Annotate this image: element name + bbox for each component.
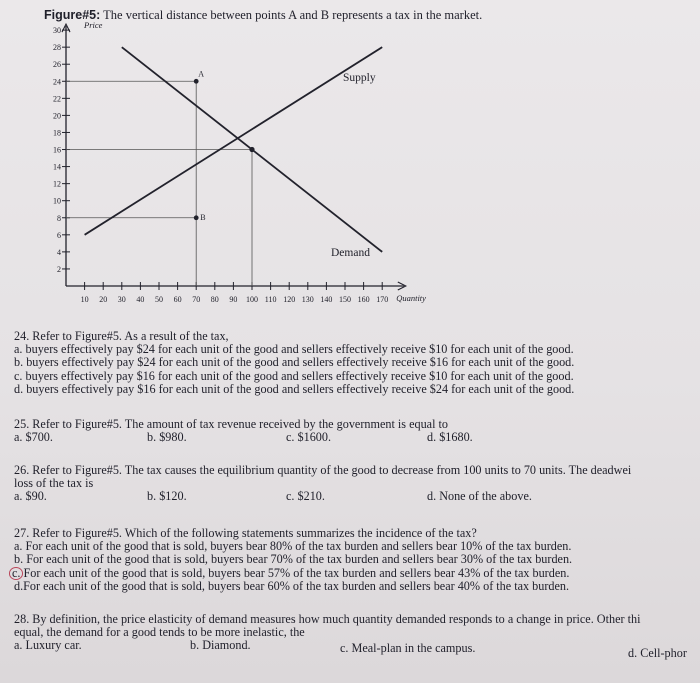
y-tick-label: 4	[57, 247, 61, 257]
option-d: d. None of the above.	[427, 489, 532, 504]
option-b: b. $120.	[147, 489, 187, 504]
option-d: d. Cell-phor	[628, 646, 687, 661]
x-tick-label: 10	[80, 295, 89, 304]
supply-demand-chart	[0, 0, 700, 315]
x-tick-label: 90	[229, 295, 238, 304]
option-b: b. $980.	[147, 430, 187, 445]
circled-answer-mark: c.	[9, 567, 23, 580]
scribbled-letter: d.	[14, 578, 24, 593]
supply-curve	[85, 47, 383, 235]
question-stem: 26. Refer to Figure#5. The tax causes the equilibrium quantity of the good to decrease from 100 units to 70 units. The deadwei	[14, 463, 632, 477]
option-d: d. buyers effectively pay $16 for each unit of the good and sellers effectively receive $24 for each unit of the good.	[14, 381, 575, 396]
y-tick-label: 6	[57, 230, 61, 240]
y-tick-label: 26	[53, 60, 61, 70]
question-stem: 27. Refer to Figure#5. Which of the following statements summarizes the incidence of the tax?	[14, 526, 477, 540]
question-24	[14, 330, 574, 396]
y-tick-label: 10	[53, 196, 61, 206]
point-a-label: A	[198, 69, 204, 79]
x-tick-label: 60	[173, 295, 182, 304]
question-25	[14, 417, 473, 445]
x-axis-label: Quantity	[396, 293, 426, 303]
question-stem: 28. By definition, the price elasticity of demand measures how much quantity demanded responds to a change in price. Other thi	[14, 612, 641, 626]
option-a: a. buyers effectively pay $24 for each unit of the good and sellers effectively receive $10 for each unit of the good.	[14, 342, 574, 357]
point-a	[194, 79, 199, 84]
question-28	[14, 612, 687, 661]
y-tick-label: 30	[53, 26, 61, 36]
x-tick-label: 50	[155, 295, 163, 304]
demand-label: Demand	[331, 247, 370, 259]
option-c-text: For each unit of the good that is sold, buyers bear 57% of the tax burden and sellers bear 43% of the tax burden.	[23, 565, 570, 580]
y-tick-label: 20	[53, 111, 61, 121]
option-b: b. Diamond.	[190, 638, 251, 653]
option-c: c. $1600.	[286, 430, 332, 445]
option-a: a. For each unit of the good that is sold, buyers bear 80% of the tax burden and sellers bear 10% of the tax burden.	[14, 539, 572, 554]
point-b-label: B	[200, 212, 206, 222]
x-tick-label: 30	[117, 295, 126, 304]
x-tick-label: 80	[210, 295, 219, 304]
option-c: c. $210.	[286, 489, 325, 504]
point-b	[194, 215, 199, 220]
x-tick-label: 110	[264, 295, 277, 304]
x-tick-label: 70	[192, 295, 201, 304]
x-tick-label: 40	[136, 295, 145, 304]
y-tick-label: 2	[57, 264, 61, 274]
option-b: b. For each unit of the good that is sold, buyers bear 70% of the tax burden and sellers bear 30% of the tax burden.	[14, 552, 573, 567]
y-tick-label: 18	[53, 128, 61, 138]
figure-caption: The vertical distance between points A and B represents a tax in the market.	[103, 8, 483, 22]
option-a: a. $700.	[14, 430, 53, 445]
x-tick-label: 140	[320, 295, 333, 304]
option-a: a. $90.	[14, 489, 47, 504]
x-tick-label: 170	[376, 295, 389, 304]
x-tick-label: 150	[339, 295, 351, 304]
question-27	[14, 527, 572, 593]
x-tick-label: 100	[246, 295, 258, 304]
option-d-text: For each unit of the good that is sold, buyers bear 60% of the tax burden and sellers bear 40% of the tax burden.	[23, 578, 570, 593]
question-26	[14, 464, 631, 504]
option-d	[14, 580, 572, 593]
supply-label: Supply	[343, 72, 376, 84]
figure-label: Figure#5:	[44, 8, 101, 22]
y-tick-label: 14	[53, 162, 61, 172]
x-tick-label: 20	[99, 295, 108, 304]
y-tick-label: 8	[57, 213, 61, 223]
option-c: c. buyers effectively pay $16 for each unit of the good and sellers effectively receive $10 for each unit of the good.	[14, 368, 574, 383]
option-d: d. $1680.	[427, 430, 473, 445]
y-tick-label: 24	[53, 77, 61, 87]
y-tick-label: 12	[53, 179, 61, 189]
y-tick-label: 16	[53, 145, 61, 155]
question-stem: 25. Refer to Figure#5. The amount of tax revenue received by the government is equal to	[14, 417, 448, 431]
y-tick-label: 22	[53, 94, 61, 104]
question-stem-continued: loss of the tax is	[14, 476, 94, 491]
y-axis-label: Price	[84, 20, 103, 31]
y-tick-label: 28	[53, 43, 61, 53]
x-tick-label: 160	[357, 295, 370, 304]
question-stem: 24. Refer to Figure#5. As a result of the tax,	[14, 329, 229, 343]
question-stem-continued: equal, the demand for a good tends to be more inelastic, the	[14, 625, 305, 640]
option-c: c. Meal-plan in the campus.	[340, 641, 476, 656]
option-b: b. buyers effectively pay $24 for each unit of the good and sellers effectively receive $16 for each unit of the good.	[14, 355, 575, 370]
equilibrium-point	[249, 147, 254, 152]
option-a: a. Luxury car.	[14, 638, 82, 653]
x-tick-label: 130	[301, 295, 314, 304]
x-tick-label: 120	[283, 295, 296, 304]
